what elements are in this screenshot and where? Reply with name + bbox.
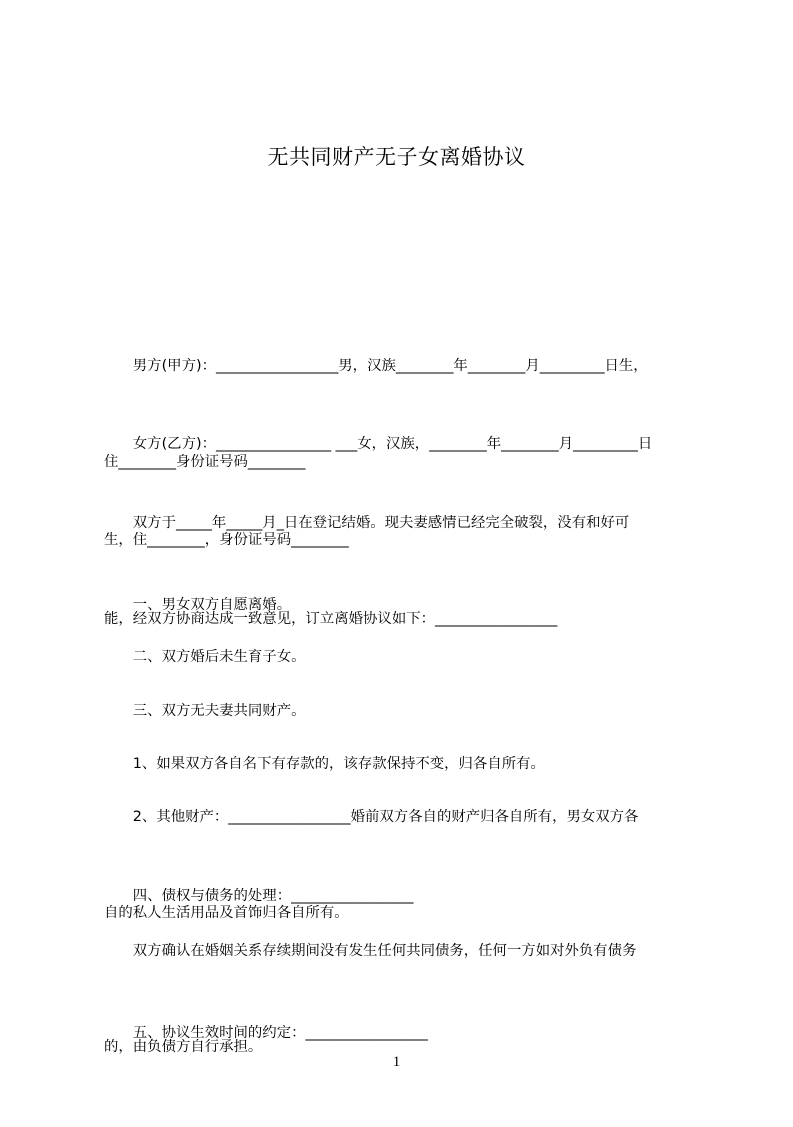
paragraph-line: 一、男女双方自愿离婚。 bbox=[104, 597, 292, 613]
paragraph-line: 双方确认在婚姻关系存续期间没有发生任何共同债务，任何一方如对外负有债务 bbox=[104, 943, 637, 959]
paragraph-line: 双方于_____年_____月_日在登记结婚。现夫妻感情已经完全破裂，没有和好可 bbox=[104, 515, 630, 531]
paragraph-line: 1、如果双方各自名下有存款的，该存款保持不变，归各自所有。 bbox=[104, 756, 545, 772]
paragraph-line: 二、双方婚后未生育子女。 bbox=[104, 649, 306, 665]
paragraph-line: 四、债权与债务的处理：_________________ bbox=[104, 888, 414, 904]
paragraph-line: 三、双方无夫妻共同财产。 bbox=[104, 703, 306, 719]
paragraph-line: 自的私人生活用品及首饰归各自所有。 bbox=[104, 905, 349, 921]
paragraph-line: 能，经双方协商达成一致意见，订立离婚协议如下：_________________ bbox=[104, 611, 558, 627]
paragraph-line: 女方(乙方)：________________ ___女，汉族，________年________月_________日 bbox=[104, 436, 653, 452]
paragraph-line: 男方(甲方)：_________________男，汉族________年________月_________日生， bbox=[104, 358, 648, 374]
paragraph-line: 2、其他财产：_________________婚前双方各自的财产归各自所有，男女双方各 bbox=[104, 809, 639, 825]
paragraph-line: 五、协议生效时间的约定：_________________ bbox=[104, 1025, 428, 1041]
paragraph-clause-5 bbox=[104, 953, 704, 1113]
page-number: 1 bbox=[392, 1054, 401, 1070]
paragraph-line: 的，由负债方自行承担。 bbox=[104, 1039, 263, 1055]
paragraph-line: 生，住________，身份证号码________ bbox=[104, 532, 349, 548]
document-title: 无共同财产无子女离婚协议 bbox=[267, 145, 526, 169]
paragraph-line: 住________身份证号码________ bbox=[104, 454, 306, 470]
